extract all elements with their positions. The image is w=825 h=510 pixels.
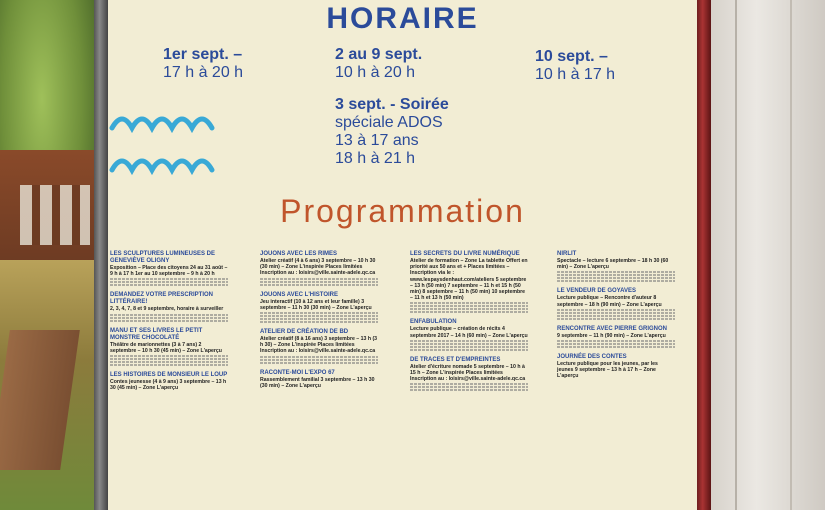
event-title: RENCONTRE AVEC PIERRE GRIGNON <box>557 325 668 332</box>
building-windows <box>20 185 90 245</box>
event-details: Rassemblement familial 3 septembre – 13 h 30 (30 min) – Zone L'aperçu <box>260 376 375 389</box>
program-column <box>557 245 675 380</box>
schedule-item <box>335 46 422 82</box>
waves-decoration <box>108 100 228 190</box>
event-title: ATELIER DE CRÉATION DE BD <box>260 329 349 336</box>
event-details: Jeu interactif (10 à 12 ans et leur famille) 3 septembre – 11 h 30 (30 min) – Zone L'aperçu <box>260 298 372 311</box>
poster <box>108 0 697 510</box>
event-details: Lecture publique – Rencontre d'auteur 8 septembre – 18 h (90 min) – Zone L'aperçu <box>557 295 662 308</box>
event-details: Atelier créatif (4 à 6 ans) 3 septembre – 10 h 30 (30 min) – Zone L'inspirée Places limitées Inscription au : loisirs@ville.sainte-adele.qc.ca <box>260 258 376 277</box>
schedule-date: 2 au 9 sept. <box>335 46 423 63</box>
event-details: Spectacle – lecture 6 septembre – 18 h 30 (60 min) – Zone L'aperçu <box>557 258 669 271</box>
special-line: 18 h à 21 h <box>335 150 416 167</box>
event-details: Lecture publique – création de récits 4 septembre 2017 – 14 h (60 min) – Zone L'aperçu <box>410 326 528 339</box>
event-title: JOUONS AVEC L'HISTOIRE <box>260 291 338 298</box>
schedule-time: 10 h à 17 h <box>535 66 616 83</box>
event-title: LE VENDEUR DE GOYAVES <box>557 288 637 295</box>
poster-title: HORAIRE <box>326 2 479 35</box>
event-title: NIRLIT <box>557 251 577 257</box>
wall-seam <box>790 0 792 510</box>
wall <box>711 0 825 510</box>
program-column <box>260 245 378 389</box>
special-line: 3 sept. - Soirée <box>335 96 449 113</box>
event-details: Atelier d'écriture nomade 5 septembre – 10 h à 15 h – Zone L'inspirée Places limitées Inscription au : loisirs@ville.sainte-adele.qc.ca <box>410 363 526 383</box>
wall-seam <box>735 0 737 510</box>
event-title: JOURNÉE DES CONTES <box>557 354 627 361</box>
program-column <box>110 245 228 391</box>
event-details: Atelier créatif (8 à 16 ans) 3 septembre – 13 h (3 h 30) – Zone L'inspirée Places limitées Inscription au : loisirs@ville.sainte-adele.qc.ca <box>260 336 378 355</box>
event-details: Lecture publique pour les jeunes, par les jeunes 9 septembre – 13 h à 17 h – Zone L'aperçu <box>557 361 658 380</box>
red-post <box>697 0 711 510</box>
event-details: Atelier de formation – Zone La tablette Offert en priorité aux 50 ans et + Places limitées – Inscription via le : www.lespaysdenhaut.com/ateliers 5 septembre – 13 h (50 min) 7 septembre – 11 h et 15 h (50 min) 8 septembre – 11 h (50 min) 10 septembre – 11 h et 13 h (50 min) <box>410 258 528 302</box>
schedule-item <box>535 48 615 84</box>
program-column <box>410 245 528 392</box>
program-heading: Programmation <box>280 193 525 229</box>
schedule-date: 10 sept. – <box>535 48 608 65</box>
event-details: Contes jeunesse (4 à 9 ans) 3 septembre – 13 h 30 (45 min) – Zone L'aperçu <box>110 379 227 392</box>
event-details: Théâtre de marionnettes (3 à 7 ans) 2 septembre – 10 h 30 (45 min) – Zone L'aperçu <box>110 341 222 354</box>
event-title: JOUONS AVEC LES RIMES <box>260 251 338 257</box>
event-details: 2, 3, 4, 7, 8 et 9 septembre, horaire à surveiller <box>110 306 224 313</box>
event-details: 9 septembre – 11 h (90 min) – Zone L'aperçu <box>557 332 666 339</box>
special-line: 13 à 17 ans <box>335 132 419 149</box>
metal-post <box>94 0 108 510</box>
event-title: DE TRACES ET D'EMPREINTES <box>410 356 501 363</box>
event-title: LES SECRETS DU LIVRE NUMÉRIQUE <box>410 251 520 257</box>
special-line: spéciale ADOS <box>335 114 443 131</box>
special-evening <box>335 96 449 168</box>
event-title: ENFABULATION <box>410 319 457 326</box>
event-title: RACONTE-MOI L'EXPO 67 <box>260 369 335 376</box>
event-title: DEMANDEZ VOTRE PRESCRIPTION LITTÉRAIRE! <box>110 292 214 306</box>
schedule-time: 10 h à 20 h <box>335 64 416 81</box>
schedule-date: 1er sept. – <box>163 46 243 63</box>
event-title: MANU ET SES LIVRES LE PETIT MONSTRE CHOCOLATÉ <box>110 327 203 341</box>
event-title: LES HISTOIRES DE MONSIEUR LE LOUP <box>110 372 228 379</box>
schedule-time: 17 h à 20 h <box>163 64 244 81</box>
event-title: LES SCULPTURES LUMINEUSES DE GENEVIÈVE OLIGNY <box>110 251 216 264</box>
event-details: Exposition – Place des citoyens 24 au 31 août – 9 h à 17 h 1er au 10 septembre – 9 h à 20 h <box>110 265 228 278</box>
schedule-item <box>163 46 243 82</box>
